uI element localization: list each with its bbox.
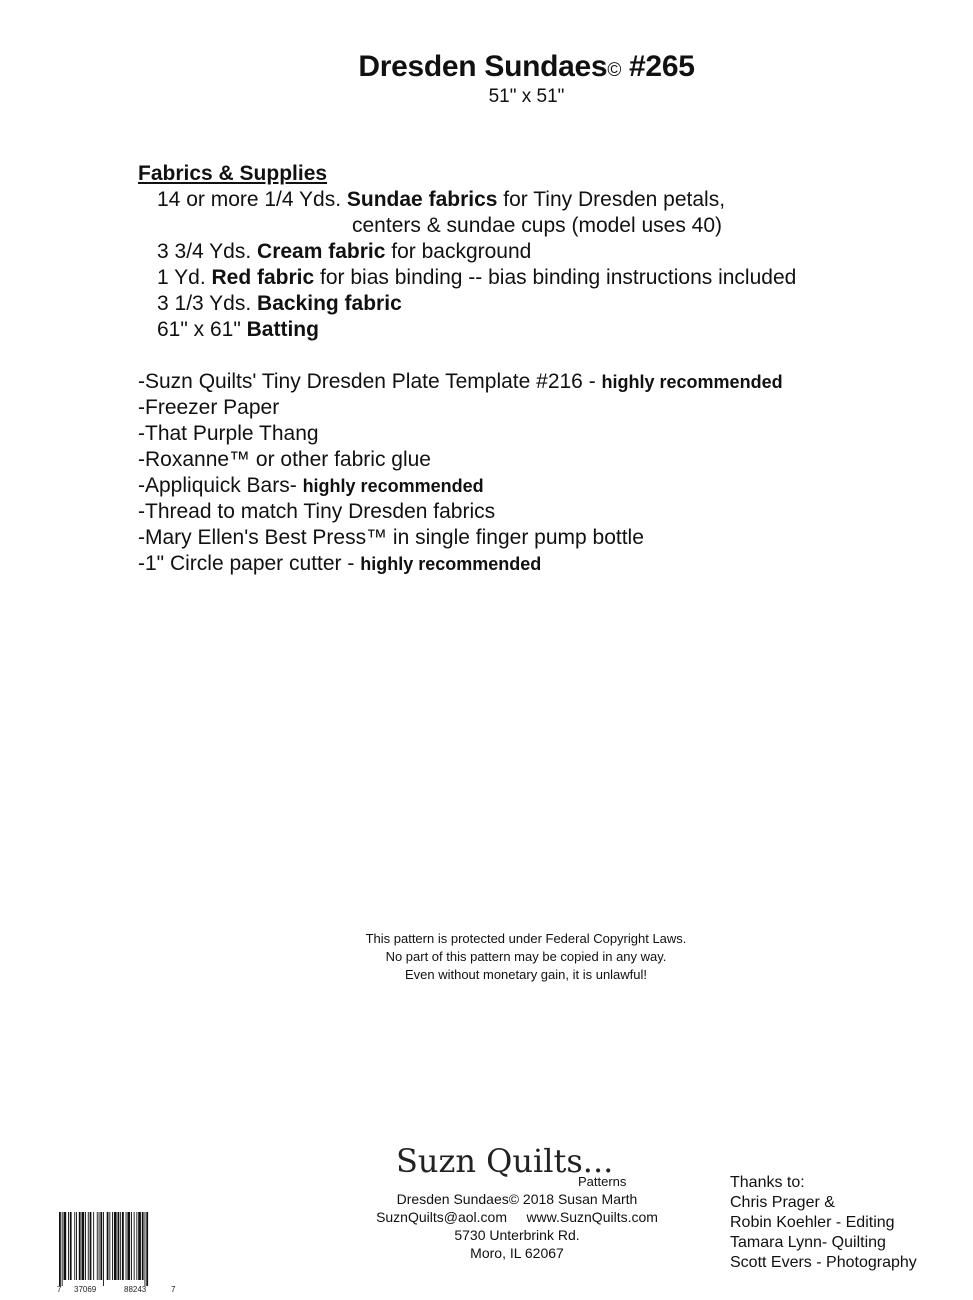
barcode-bar (136, 1212, 137, 1280)
barcode-digit: 7 (57, 1285, 62, 1294)
barcode-bar (118, 1212, 120, 1280)
barcode-bar (109, 1212, 110, 1280)
barcode-digit: 37069 (74, 1285, 97, 1294)
barcode-bar (138, 1212, 141, 1280)
barcode-bar (82, 1212, 85, 1280)
fabric-line: 14 or more 1/4 Yds. Sundae fabrics for Tiny Dresden petals, (157, 188, 726, 211)
fabric-line: 61" x 61" Batting (157, 318, 319, 341)
contact-line: Dresden Sundaes© 2018 Susan Marth (396, 1191, 638, 1207)
barcode-digit: 7 (171, 1285, 176, 1294)
supply-item: -Roxanne™ or other fabric glue (138, 448, 431, 471)
fabric-line: 3 3/4 Yds. Cream fabric for background (157, 240, 532, 263)
supply-item: -Appliquick Bars- highly recommended (138, 474, 484, 497)
barcode-bar (146, 1212, 148, 1286)
barcode-bar (79, 1212, 81, 1280)
contact-line: Moro, IL 62067 (470, 1245, 564, 1261)
notice-line: This pattern is protected under Federal Copyright Laws. (365, 931, 687, 946)
fabric-line: centers & sundae cups (model uses 40) (352, 214, 723, 237)
barcode-bar (100, 1212, 102, 1280)
barcode-bar (68, 1212, 69, 1280)
suzn-quilts-logo: Suzn Quilts... (396, 1142, 614, 1180)
barcode-bar (127, 1212, 130, 1280)
pattern-number: #265 (621, 50, 695, 83)
pattern-title (0, 50, 973, 84)
barcode-bar (112, 1212, 113, 1280)
notice-line: No part of this pattern may be copied in any way. (385, 949, 667, 964)
publisher-contact (360, 1190, 674, 1262)
copyright-symbol: © (607, 60, 622, 81)
thanks-line: Scott Evers - Photography (730, 1254, 917, 1271)
supply-item: -Suzn Quilts' Tiny Dresden Plate Template #216 - highly recommended (138, 370, 783, 393)
copyright-notice (300, 930, 752, 984)
barcode-bar (70, 1212, 72, 1280)
barcode-bar (93, 1212, 94, 1280)
barcode-bar (122, 1212, 124, 1280)
contact-line: SuznQuilts@aol.com www.SuznQuilts.com (376, 1209, 658, 1225)
barcode-digit: 88243 (124, 1285, 147, 1294)
supply-item: -Mary Ellen's Best Press™ in single finger pump bottle (138, 526, 644, 549)
supply-item: -1" Circle paper cutter - highly recommended (138, 552, 542, 575)
barcode-bar (142, 1212, 144, 1280)
fabric-line: 1 Yd. Red fabric for bias binding -- bias binding instructions included (157, 266, 797, 289)
barcode-bar (134, 1212, 135, 1280)
quilt-size: 51" x 51" (488, 86, 565, 107)
fabric-line: 3 1/3 Yds. Backing fabric (157, 292, 402, 315)
barcode-bar (120, 1212, 121, 1280)
barcode-bar (131, 1212, 132, 1280)
thanks-line: Thanks to: (730, 1174, 805, 1191)
barcode-bar (88, 1212, 89, 1280)
thanks-block (730, 1173, 917, 1273)
title-name: Dresden Sundaes (358, 50, 608, 83)
barcode-bar (103, 1212, 104, 1286)
barcode-bar (62, 1212, 63, 1286)
thanks-line: Tamara Lynn- Quilting (730, 1234, 886, 1251)
barcode-bars (57, 1212, 173, 1286)
thanks-line: Robin Koehler - Editing (730, 1214, 895, 1231)
barcode-bar (64, 1212, 67, 1280)
barcode-bar (114, 1212, 117, 1280)
fabrics-heading: Fabrics & Supplies (138, 162, 328, 185)
barcode-bar (107, 1212, 109, 1280)
barcode-bar (145, 1212, 146, 1286)
supply-item: -That Purple Thang (138, 422, 319, 445)
barcode-bar (76, 1212, 77, 1280)
thanks-line: Chris Prager & (730, 1194, 835, 1211)
barcode-bar (90, 1212, 92, 1280)
barcode-bar (74, 1212, 75, 1280)
barcode-bar (85, 1212, 86, 1280)
barcode-bar (97, 1212, 98, 1280)
barcode (57, 1212, 173, 1286)
barcode-bar (99, 1212, 100, 1280)
supply-item: -Thread to match Tiny Dresden fabrics (138, 500, 496, 523)
supply-item: -Freezer Paper (138, 396, 280, 419)
logo-patterns-label: Patterns (578, 1174, 627, 1189)
barcode-bar (126, 1212, 127, 1280)
contact-line: 5730 Unterbrink Rd. (454, 1227, 580, 1243)
notice-line: Even without monetary gain, it is unlawful! (404, 967, 648, 982)
barcode-bar (59, 1212, 61, 1286)
